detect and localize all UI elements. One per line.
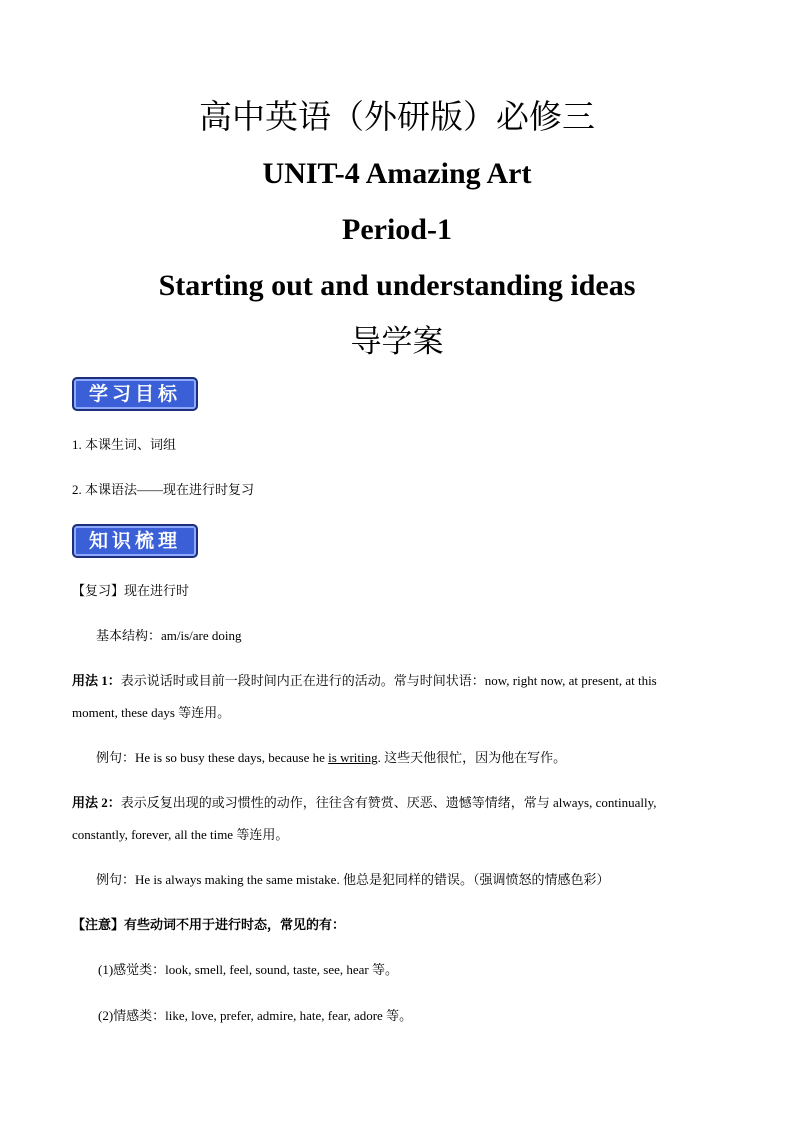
section-badge-knowledge: 知识梳理 [72,524,198,558]
usage1-line1 [72,673,732,689]
title-unit: UNIT-4 Amazing Art [262,157,532,190]
objective-item-1: 1. 本课生词、词组 [72,437,177,452]
usage1-line2: moment, these days 等连用。 [72,705,231,720]
title-lesson: Starting out and understanding ideas [158,269,636,302]
objective-item-2: 2. 本课语法——现在进行时复习 [72,482,255,497]
list-item: (1)感觉类：look, smell, feel, sound, taste, see, hear 等。 [98,962,399,977]
usage2-text: 表示反复出现的或习惯性的动作，往往含有赞赏、厌恶、遗憾等情绪，常与 always, continually, [120,795,657,810]
note-text: 有些动词不用于进行时态，常见的有： [124,917,346,932]
usage1-example-underlined: is writing [328,750,378,765]
title-guide: 导学案 [350,324,444,359]
note-line [72,917,732,933]
review-heading: 【复习】现在进行时 [72,583,190,598]
usage2-line2: constantly, forever, all the time 等连用。 [72,827,289,842]
section-badge-objectives: 学习目标 [72,377,198,411]
title-period: Period-1 [342,213,452,246]
usage1-example-prefix: 例句：He is so busy these days, because he [96,750,329,765]
structure-line: 基本结构：am/is/are doing [96,628,242,643]
usage1-example-suffix: . 这些天他很忙，因为他在写作。 [377,750,567,765]
document-title [0,90,794,370]
usage1-example [96,750,756,766]
list-item: (2)情感类：like, love, prefer, admire, hate, fear, adore 等。 [98,1008,413,1023]
usage1-text: 表示说话时或目前一段时间内正在进行的活动。常与时间状语：now, right now, at present, at this [120,673,657,688]
title-chinese: 高中英语（外研版）必修三 [199,100,595,136]
note-label: 【注意】 [72,917,125,932]
usage2-line1 [72,795,732,811]
usage1-label: 用法 1： [72,673,121,688]
usage2-label: 用法 2： [72,795,121,810]
usage2-example: 例句：He is always making the same mistake. 他总是犯同样的错误。（强调愤怒的情感色彩） [96,872,610,887]
